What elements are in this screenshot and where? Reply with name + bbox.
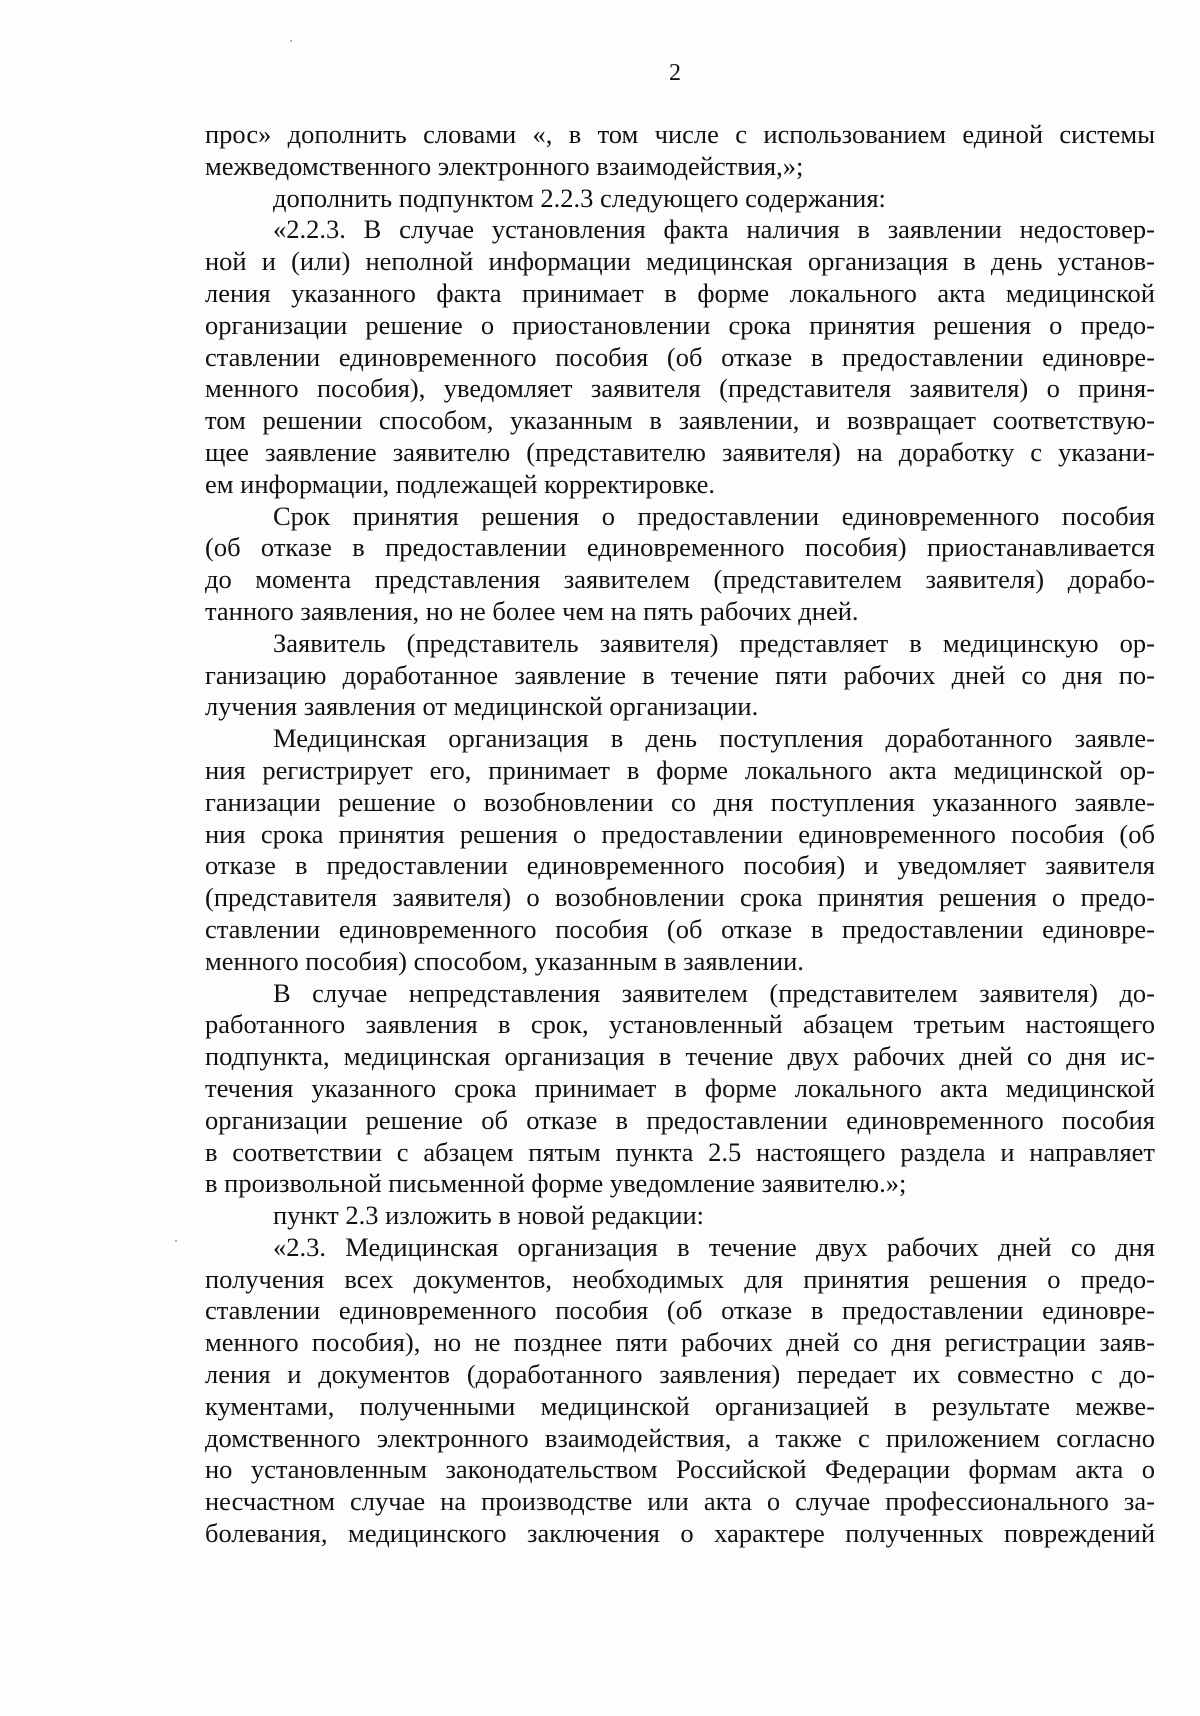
text-line: ставлении единовременного пособия (об отказе в предоставлении единовре-: [205, 341, 1155, 372]
text-line: подпункта, медицинская организация в течение двух рабочих дней со дня ис-: [205, 1041, 1155, 1072]
text-line: течения указанного срока принимает в форме локального акта медицинской: [205, 1072, 1155, 1103]
scan-speck: [290, 40, 292, 42]
text-line: домственного электронного взаимодействия, а также с приложением согласно: [205, 1422, 1155, 1453]
text-line: ния регистрирует его, принимает в форме локального акта медицинской ор-: [205, 754, 1155, 785]
text-line: отказе в предоставлении единовременного пособия) и уведомляет заявителя: [205, 850, 1155, 881]
text-line: том решении способом, указанным в заявлении, и возвращает соответствую-: [205, 405, 1155, 436]
text-line: ной и (или) неполной информации медицинская организация в день установ-: [205, 246, 1155, 277]
text-line: Срок принятия решения о предоставлении единовременного пособия: [273, 500, 1155, 531]
text-line: ганизацию доработанное заявление в течение пяти рабочих дней со дня по-: [205, 659, 1155, 690]
text-line: ния срока принятия решения о предоставлении единовременного пособия (об: [205, 818, 1155, 849]
text-line: ления указанного факта принимает в форме локального акта медицинской: [205, 277, 1155, 308]
text-line: менного пособия), но не позднее пяти рабочих дней со дня регистрации заяв-: [205, 1327, 1155, 1358]
text-line: кументами, полученными медицинской организацией в результате межве-: [205, 1390, 1155, 1421]
text-line: ставлении единовременного пособия (об отказе в предоставлении единовре-: [205, 1295, 1155, 1326]
text-line: ставлении единовременного пособия (об отказе в предоставлении единовре-: [205, 913, 1155, 944]
text-line: (об отказе в предоставлении единовременного пособия) приостанавливается: [205, 532, 1155, 563]
text-line: несчастном случае на производстве или акта о случае профессионального за-: [205, 1486, 1155, 1517]
text-line: болевания, медицинского заключения о характере полученных повреждений: [205, 1518, 1155, 1549]
text-line: ления и документов (доработанного заявления) передает их совместно с до-: [205, 1359, 1155, 1390]
text-line: организации решение о приостановлении срока принятия решения о предо-: [205, 309, 1155, 340]
text-line: менного пособия) способом, указанным в заявлении.: [205, 945, 804, 976]
text-line: пункт 2.3 изложить в новой редакции:: [273, 1200, 704, 1231]
document-body: [205, 119, 1155, 1550]
scan-speck: [175, 1240, 177, 1242]
text-line: менного пособия), уведомляет заявителя (представителя заявителя) о приня-: [205, 373, 1155, 404]
text-line: Медицинская организация в день поступления доработанного заявле-: [273, 723, 1155, 754]
text-line: В случае непредставления заявителем (представителем заявителя) до-: [273, 977, 1155, 1008]
page-number: 2: [669, 60, 681, 86]
text-line: прос» дополнить словами «, в том числе с использованием единой системы: [205, 119, 1155, 149]
text-line: «2.3. Медицинская организация в течение двух рабочих дней со дня: [273, 1231, 1155, 1262]
text-line: танного заявления, но не более чем на пять рабочих дней.: [205, 595, 859, 626]
text-line: ем информации, подлежащей корректировке.: [205, 468, 716, 499]
text-line: Заявитель (представитель заявителя) представляет в медицинскую ор-: [273, 627, 1155, 658]
text-line: щее заявление заявителю (представителю заявителя) на доработку с указани-: [205, 436, 1155, 467]
text-line: дополнить подпунктом 2.2.3 следующего содержания:: [273, 182, 886, 213]
text-line: работанного заявления в срок, установленный абзацем третьим настоящего: [205, 1009, 1155, 1040]
text-line: организации решение об отказе в предоставлении единовременного пособия: [205, 1104, 1155, 1135]
text-line: до момента представления заявителем (представителем заявителя) дорабо-: [205, 564, 1155, 595]
text-line: лучения заявления от медицинской организации.: [205, 691, 759, 722]
text-line: (представителя заявителя) о возобновлении срока принятия решения о предо-: [205, 882, 1155, 913]
text-line: в произвольной письменной форме уведомление заявителю.»;: [205, 1168, 907, 1199]
text-line: получения всех документов, необходимых для принятия решения о предо-: [205, 1263, 1155, 1294]
text-line: в соответствии с абзацем пятым пункта 2.5 настоящего раздела и направляет: [205, 1136, 1155, 1167]
text-line: но установленным законодательством Российской Федерации формам акта о: [205, 1454, 1155, 1485]
text-line: ганизации решение о возобновлении со дня поступления указанного заявле-: [205, 786, 1155, 817]
text-line: «2.2.3. В случае установления факта наличия в заявлении недостовер-: [273, 214, 1155, 245]
text-line: межведомственного электронного взаимодействия,»;: [205, 150, 804, 181]
